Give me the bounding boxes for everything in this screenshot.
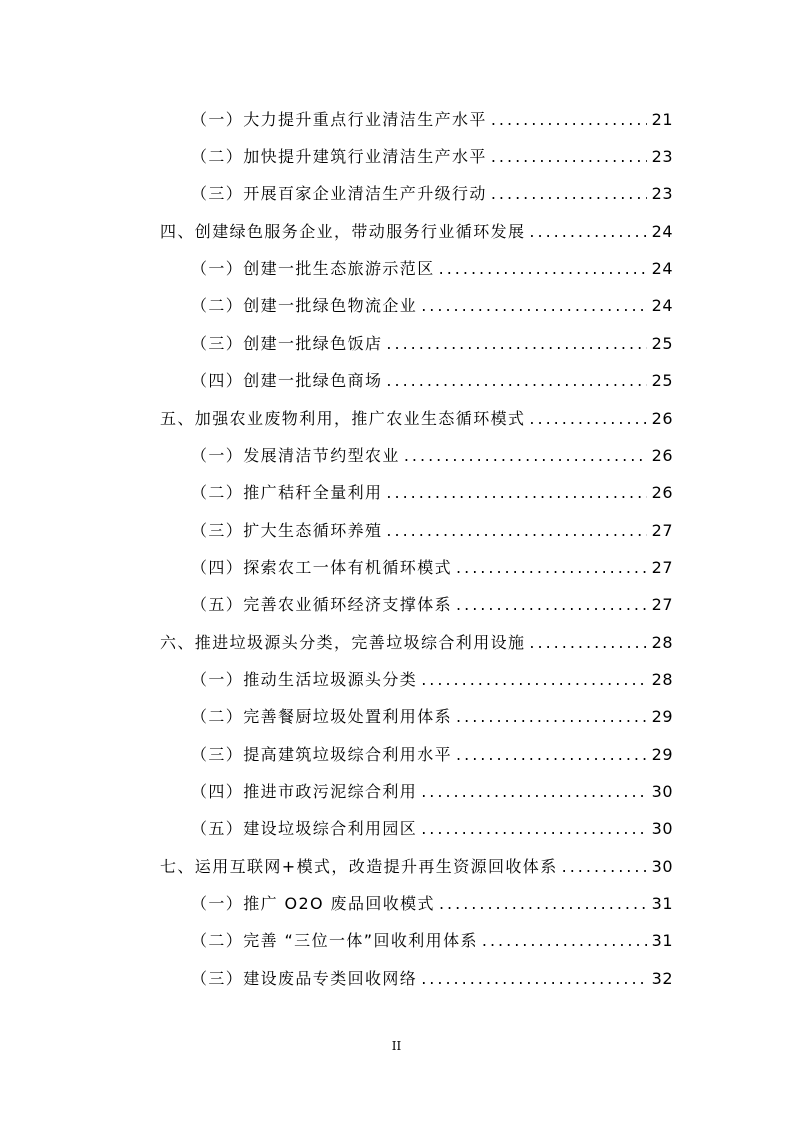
dot-leader [456, 593, 647, 617]
dot-leader [421, 817, 647, 841]
toc-entry-page: 30 [651, 819, 673, 838]
toc-entry-title: （二）加快提升建筑行业清洁生产水平 [191, 147, 487, 166]
dot-leader [456, 705, 647, 729]
toc-entry-page: 30 [651, 857, 673, 876]
toc-entry[interactable] [191, 780, 673, 804]
page-number: II [391, 1039, 402, 1053]
toc-entry[interactable] [191, 593, 673, 617]
toc-entry-page: 21 [651, 110, 673, 129]
dot-leader [421, 967, 647, 991]
toc-entry-page: 31 [651, 894, 673, 913]
toc-entry[interactable] [191, 743, 673, 767]
toc-entry-title: 四、创建绿色服务企业，带动服务行业循环发展 [160, 222, 526, 241]
dot-leader [386, 332, 647, 356]
toc-entry[interactable] [191, 817, 673, 841]
toc-entry-title: （一）推动生活垃圾源头分类 [191, 670, 418, 689]
toc-entry[interactable] [191, 929, 673, 953]
dot-leader [404, 444, 647, 468]
dot-leader [491, 145, 647, 169]
toc-entry[interactable] [191, 108, 673, 132]
toc-entry-page: 26 [651, 446, 673, 465]
toc-entry-page: 27 [651, 558, 673, 577]
toc-entry[interactable] [191, 705, 673, 729]
toc-entry-title: 六、推进垃圾源头分类，完善垃圾综合利用设施 [160, 633, 526, 652]
toc-entry-page: 24 [651, 296, 673, 315]
toc-entry[interactable] [191, 967, 673, 991]
dot-leader [491, 182, 647, 206]
toc-entry-title: （五）完善农业循环经济支撑体系 [191, 595, 453, 614]
toc-chapter-entry[interactable] [160, 631, 673, 655]
toc-entry-title: （一）创建一批生态旅游示范区 [191, 259, 435, 278]
toc-entry-title: （四）推进市政污泥综合利用 [191, 782, 418, 801]
toc-entry-page: 25 [651, 371, 673, 390]
toc-entry-title: （二）推广秸秆全量利用 [191, 483, 383, 502]
toc-entry-title: （一）发展清洁节约型农业 [191, 446, 400, 465]
toc-entry[interactable] [191, 257, 673, 281]
toc-entry-title: （四）创建一批绿色商场 [191, 371, 383, 390]
toc-entry-page: 30 [651, 782, 673, 801]
toc-entry-page: 32 [651, 969, 673, 988]
dot-leader [491, 108, 647, 132]
dot-leader [439, 892, 647, 916]
toc-entry-title: （四）探索农工一体有机循环模式 [191, 558, 453, 577]
toc-entry-page: 25 [651, 334, 673, 353]
toc-entry-title: （三）开展百家企业清洁生产升级行动 [191, 184, 487, 203]
toc-entry-title: （三）扩大生态循环养殖 [191, 521, 383, 540]
toc-entry-title: （三）建设废品专类回收网络 [191, 969, 418, 988]
toc-entry-title: （三）提高建筑垃圾综合利用水平 [191, 745, 453, 764]
toc-entry[interactable] [191, 444, 673, 468]
toc-entry-page: 26 [651, 409, 673, 428]
dot-leader [386, 481, 647, 505]
toc-entry-page: 26 [651, 483, 673, 502]
toc-entry[interactable] [191, 892, 673, 916]
toc-entry-page: 29 [651, 707, 673, 726]
toc-entry-title: （五）建设垃圾综合利用园区 [191, 819, 418, 838]
dot-leader [529, 631, 647, 655]
toc-entry-title: （一）推广 O2O 废品回收模式 [191, 894, 435, 913]
toc-entry-page: 23 [651, 184, 673, 203]
toc-entry[interactable] [191, 668, 673, 692]
toc-entry-page: 28 [651, 633, 673, 652]
toc-entry-title: （三）创建一批绿色饭店 [191, 334, 383, 353]
toc-entry[interactable] [191, 145, 673, 169]
toc-chapter-entry[interactable] [160, 855, 673, 879]
toc-entry-title: （二）创建一批绿色物流企业 [191, 296, 418, 315]
toc-entry[interactable] [191, 332, 673, 356]
toc-entry[interactable] [191, 556, 673, 580]
toc-entry-page: 31 [651, 931, 673, 950]
dot-leader [456, 556, 647, 580]
dot-leader [529, 220, 647, 244]
dot-leader [386, 369, 647, 393]
toc-entry[interactable] [191, 519, 673, 543]
toc-chapter-entry[interactable] [160, 407, 673, 431]
toc-entry-title: （二）完善餐厨垃圾处置利用体系 [191, 707, 453, 726]
dot-leader [456, 743, 647, 767]
toc-entry-page: 27 [651, 595, 673, 614]
dot-leader [421, 780, 647, 804]
toc-chapter-entry[interactable] [160, 220, 673, 244]
dot-leader [562, 855, 647, 879]
toc-entry-page: 29 [651, 745, 673, 764]
toc-entry-title: 五、加强农业废物利用，推广农业生态循环模式 [160, 409, 526, 428]
toc-entry-title: （一）大力提升重点行业清洁生产水平 [191, 110, 487, 129]
dot-leader [529, 407, 647, 431]
toc-entry-title: （二）完善 “三位一体”回收利用体系 [191, 931, 478, 950]
toc-entry-page: 24 [651, 259, 673, 278]
toc-entry[interactable] [191, 369, 673, 393]
dot-leader [439, 257, 647, 281]
toc-entry-page: 24 [651, 222, 673, 241]
toc-entry-title: 七、运用互联网+模式，改造提升再生资源回收体系 [160, 857, 558, 876]
dot-leader [482, 929, 647, 953]
toc-entry[interactable] [191, 294, 673, 318]
toc-entry[interactable] [191, 182, 673, 206]
dot-leader [386, 519, 647, 543]
dot-leader [421, 668, 647, 692]
toc-entry-page: 23 [651, 147, 673, 166]
toc-entry[interactable] [191, 481, 673, 505]
toc-entry-page: 27 [651, 521, 673, 540]
toc-entry-page: 28 [651, 670, 673, 689]
dot-leader [421, 294, 647, 318]
